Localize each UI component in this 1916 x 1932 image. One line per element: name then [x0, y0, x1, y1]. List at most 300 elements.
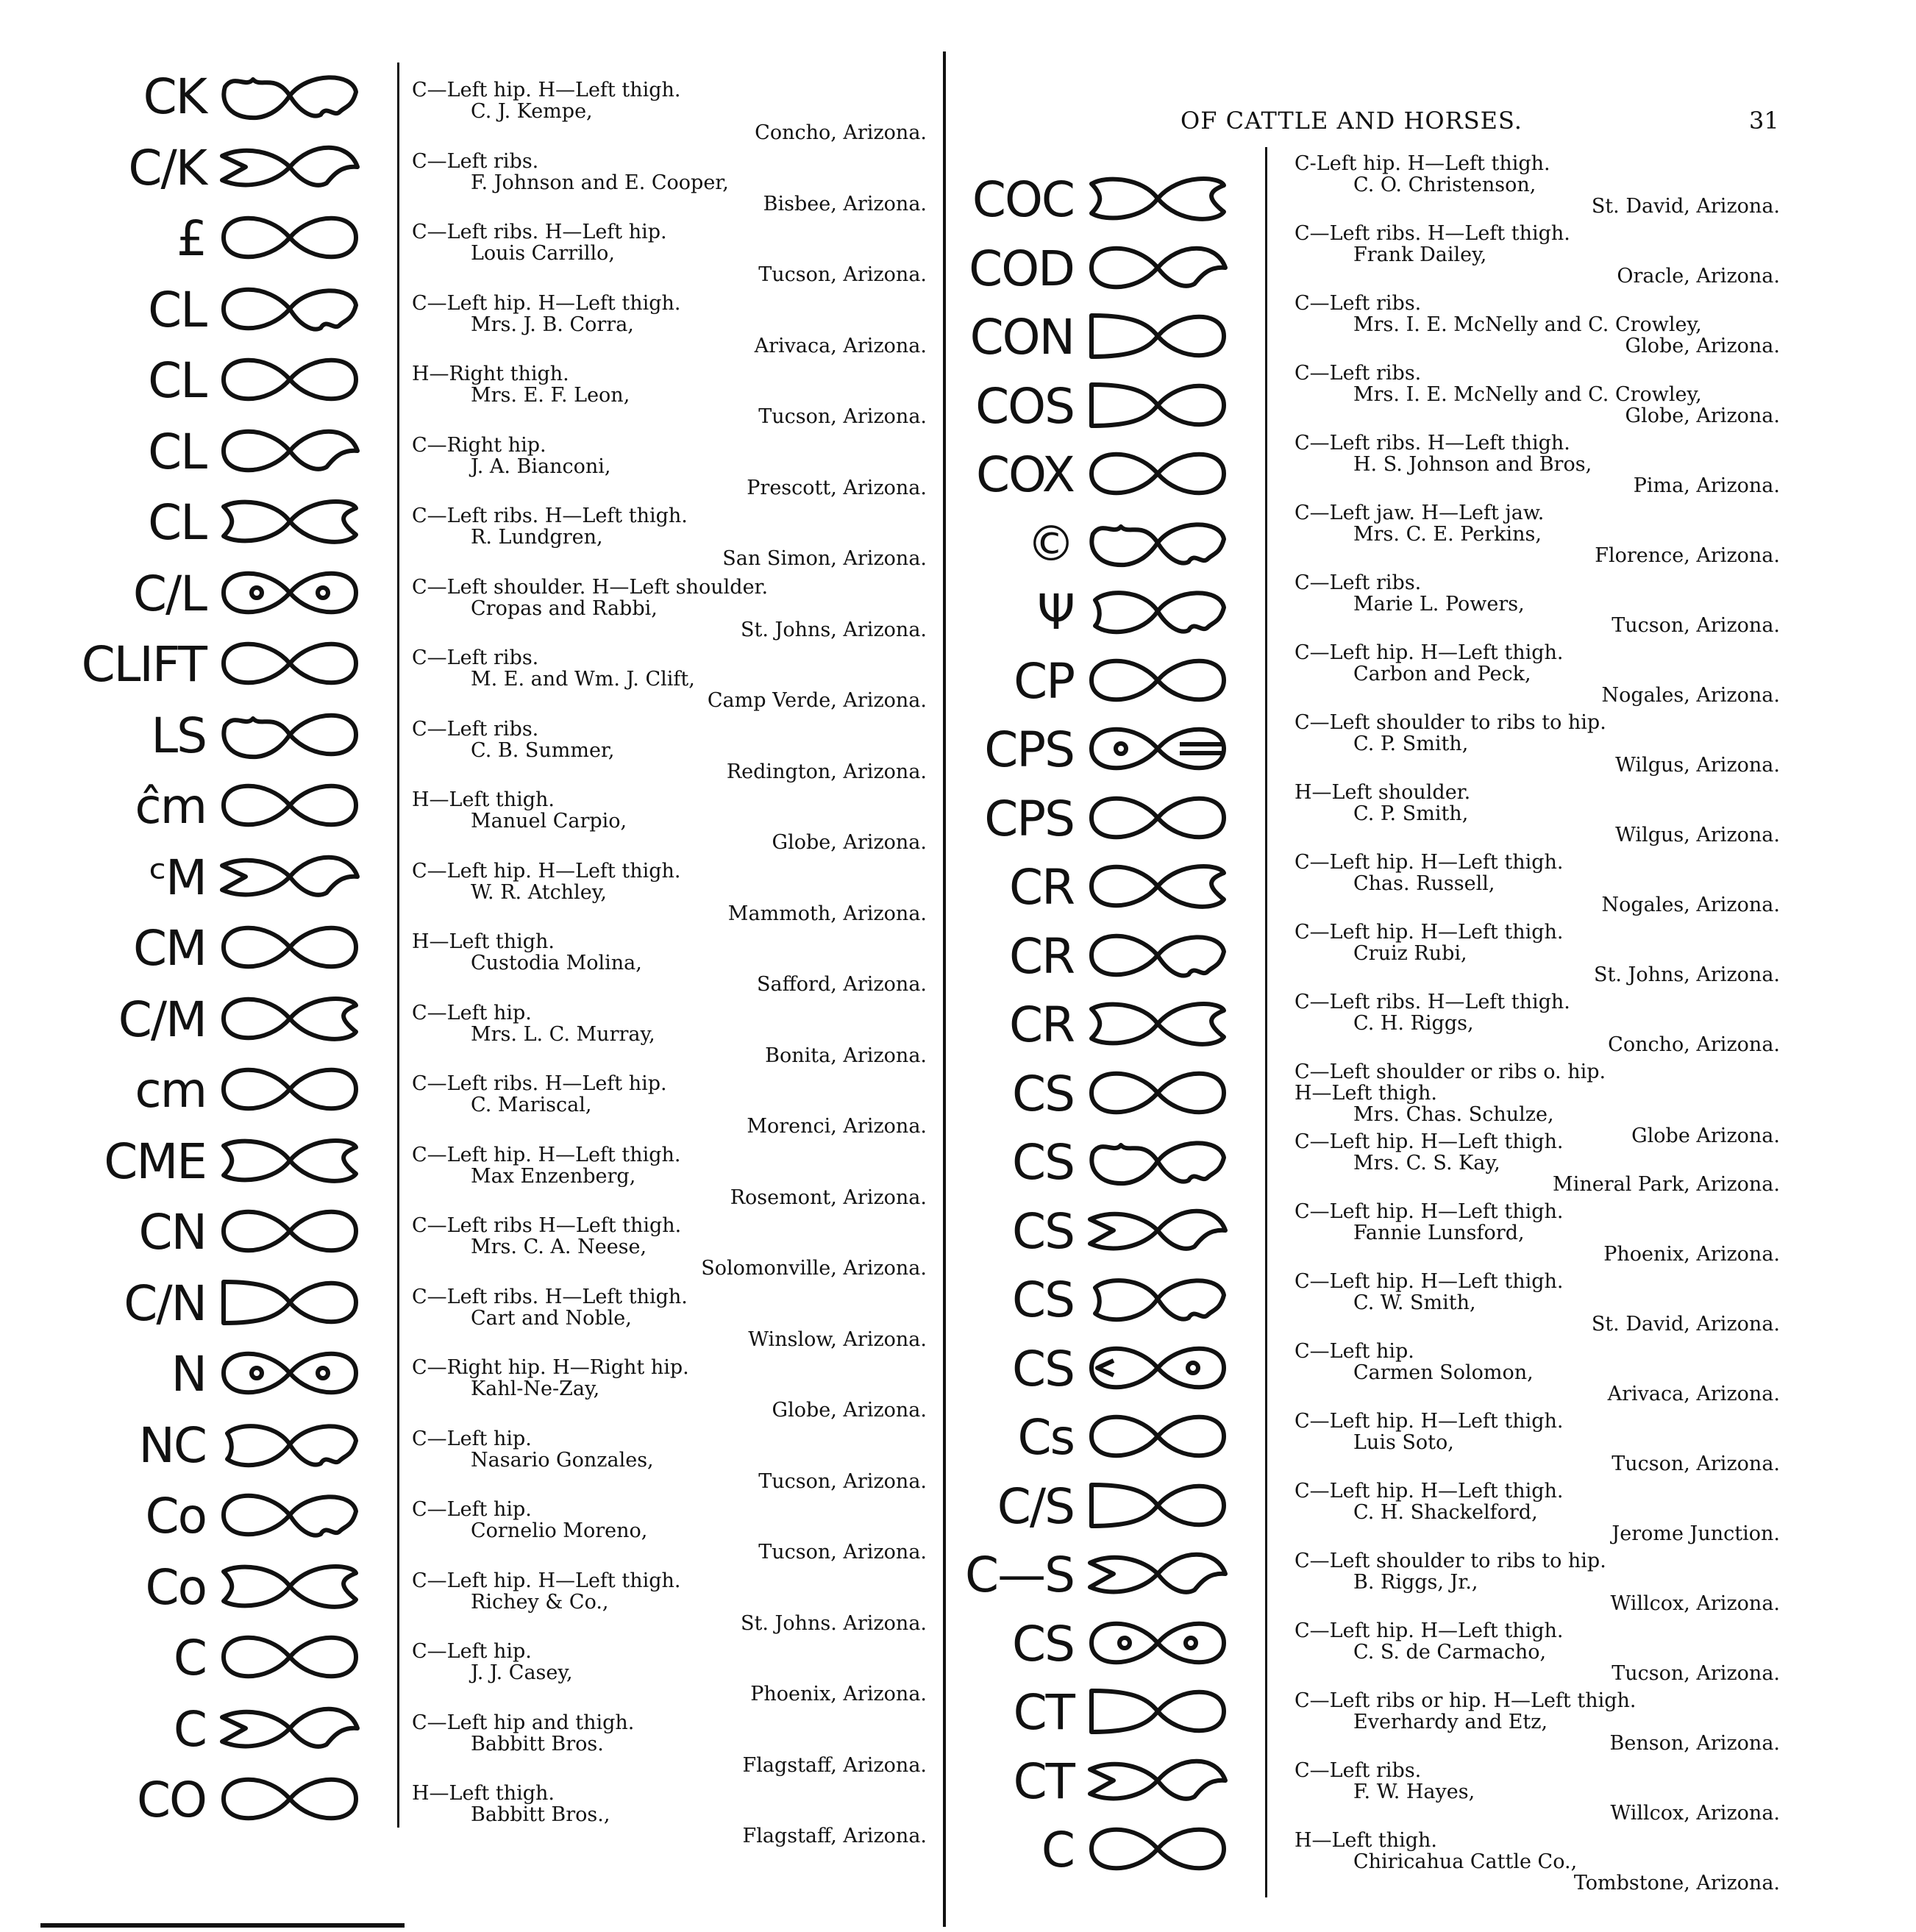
owner-address: Jerome Junction.: [1611, 1522, 1780, 1545]
brand-row: [74, 1415, 363, 1477]
owner-name: Cruiz Rubi,: [1353, 942, 1467, 965]
brand-row: [74, 705, 363, 767]
brand-entry: [412, 1073, 927, 1137]
brand-mark: COX: [975, 446, 1074, 503]
brand-mark: C/M: [118, 991, 206, 1048]
brand-row: [956, 238, 1231, 300]
brand-row: [956, 1201, 1231, 1263]
hide-figure-icon: [1074, 651, 1231, 713]
owner-address: Tombstone, Arizona.: [1573, 1872, 1780, 1894]
hide-figure-icon: [206, 918, 363, 980]
brand-row: [74, 208, 363, 270]
owner-name: Nasario Gonzales,: [471, 1448, 654, 1472]
owner-name: Mrs. C. A. Neese,: [471, 1236, 647, 1258]
owner-name: C. S. de Carmacho,: [1353, 1641, 1547, 1664]
brand-location: C—Left ribs. H—Left thigh.: [412, 505, 688, 527]
owner-name: Max Enzenberg,: [471, 1164, 636, 1188]
owner-name: Richey & Co.,: [471, 1590, 609, 1614]
brand-entry: [1294, 852, 1780, 916]
brand-entry: [412, 1499, 927, 1563]
owner-address: St. Johns, Arizona.: [741, 618, 927, 641]
owner-name: Mrs. I. E. McNelly and C. Crowley,: [1353, 313, 1702, 336]
brand-location: C—Left ribs. H—Left thigh.: [1294, 222, 1570, 245]
owner-name: Cropas and Rabbi,: [471, 596, 658, 620]
hide-figure-icon: [1074, 857, 1231, 919]
owner-name: F. W. Hayes,: [1353, 1780, 1475, 1803]
owner-name: C. P. Smith,: [1353, 802, 1469, 825]
center-gutter-rule: [943, 51, 946, 1927]
brand-mark: COD: [969, 240, 1074, 297]
hide-figure-icon: [1074, 1819, 1231, 1881]
owner-name: Custodia Molina,: [471, 952, 642, 974]
brand-mark: £: [177, 210, 206, 267]
brand-location: C—Left hip. H—Left thigh.: [1294, 1200, 1564, 1223]
brand-location: C—Left shoulder. H—Left shoulder.: [412, 575, 769, 599]
brand-entry: [1294, 1550, 1780, 1614]
owner-name: Babbitt Bros.: [471, 1732, 604, 1755]
brand-row: [956, 1063, 1231, 1125]
brand-mark: CT: [1013, 1753, 1074, 1810]
brand-row: [74, 918, 363, 980]
brand-entry: [412, 1570, 927, 1634]
right-column-divider: [1265, 147, 1267, 1897]
hide-figure-icon: [206, 1202, 363, 1263]
hide-figure-icon: [206, 1131, 363, 1193]
brand-row: [74, 138, 363, 199]
brand-entry: [1294, 293, 1780, 357]
owner-name: C. P. Smith,: [1353, 732, 1469, 755]
hide-figure-icon: [206, 1628, 363, 1689]
hide-figure-icon: [1074, 1269, 1231, 1331]
hide-figure-icon: [206, 1415, 363, 1477]
brand-mark: CON: [969, 309, 1074, 366]
brand-entry: [1294, 223, 1780, 287]
brand-row: [956, 788, 1231, 850]
brand-location: H—Right thigh.: [412, 363, 569, 385]
brand-mark: N: [171, 1346, 206, 1402]
hide-figure-icon: [206, 421, 363, 483]
owner-name: Marie L. Powers,: [1353, 593, 1525, 616]
brand-location: C—Left hip. H—Left thigh.: [412, 79, 681, 101]
brand-mark: C: [173, 1700, 206, 1758]
brand-entry: [412, 1712, 927, 1776]
owner-address: Camp Verde, Arizona.: [707, 689, 927, 712]
brand-row: [956, 994, 1231, 1056]
owner-address: Globe Arizona.: [1631, 1124, 1780, 1147]
brand-mark: NC: [138, 1416, 206, 1474]
brand-row: [956, 1269, 1231, 1331]
brand-entry: [412, 577, 927, 641]
owner-address: St. David, Arizona.: [1591, 195, 1780, 218]
page-header-title: OF CATTLE AND HORSES.: [1180, 107, 1523, 135]
owner-name: C. B. Summer,: [471, 738, 615, 762]
brand-mark: CPS: [984, 721, 1074, 778]
owner-name: R. Lundgren,: [471, 526, 603, 549]
brand-entry: [1294, 1131, 1780, 1195]
owner-address: Willcox, Arizona.: [1610, 1802, 1780, 1825]
brand-row: [74, 1557, 363, 1619]
brand-location: C—Left ribs.: [1294, 292, 1422, 315]
owner-address: Safford, Arizona.: [757, 973, 927, 996]
brand-location: C—Left ribs.: [412, 646, 539, 669]
brand-location: C—Left hip.: [412, 1498, 532, 1521]
brand-mark: CM: [132, 920, 206, 977]
brand-row: [74, 1131, 363, 1193]
owner-name: Luis Soto,: [1353, 1431, 1454, 1454]
owner-address: Tucson, Arizona.: [1611, 1662, 1780, 1685]
owner-name: W. R. Atchley,: [471, 880, 607, 904]
brand-row: [74, 989, 363, 1051]
owner-address: San Simon, Arizona.: [722, 547, 927, 570]
owner-address: Pima, Arizona.: [1633, 474, 1780, 497]
brand-mark: CLIFT: [81, 636, 206, 693]
brand-entry: [1294, 1830, 1780, 1894]
hide-figure-icon: [1074, 1682, 1231, 1744]
owner-name: Carbon and Peck,: [1353, 663, 1531, 685]
owner-address: Tucson, Arizona.: [1611, 1452, 1780, 1475]
brand-mark: Co: [145, 1558, 206, 1616]
brand-row: [956, 719, 1231, 781]
brand-location: C—Left ribs.: [412, 717, 539, 741]
brand-entry: [412, 860, 927, 924]
hide-figure-icon: [1074, 376, 1231, 438]
brand-mark: CL: [148, 352, 206, 409]
brand-mark: Cs: [1017, 1409, 1074, 1466]
brand-row: [956, 307, 1231, 368]
brand-location: C—Left hip.: [1294, 1340, 1414, 1363]
owner-name: Babbitt Bros.,: [471, 1803, 610, 1826]
owner-address: Bisbee, Arizona.: [763, 192, 927, 215]
hide-figure-icon: [1074, 788, 1231, 850]
hide-figure-icon: [206, 563, 363, 625]
hide-figure-icon: [206, 705, 363, 767]
brand-mark: CS: [1012, 1272, 1074, 1328]
owner-address: Rosemont, Arizona.: [730, 1186, 927, 1209]
hide-figure-icon: [206, 634, 363, 696]
brand-location: C—Left hip. H—Left thigh.: [1294, 1619, 1564, 1642]
brand-entry: [412, 1641, 927, 1705]
brand-mark: CT: [1013, 1684, 1074, 1741]
hide-figure-icon: [206, 492, 363, 554]
brand-mark: C: [1041, 1822, 1074, 1878]
brand-row: [74, 776, 363, 838]
brand-location: C—Left ribs.: [1294, 362, 1422, 385]
brand-row: [74, 421, 363, 483]
owner-address: Winslow, Arizona.: [748, 1327, 927, 1351]
owner-address: Tucson, Arizona.: [758, 1541, 927, 1564]
owner-name: B. Riggs, Jr.,: [1353, 1571, 1478, 1594]
owner-address: Mammoth, Arizona.: [727, 902, 927, 925]
owner-address: Globe, Arizona.: [772, 1399, 927, 1422]
brand-location: C—Left ribs.: [1294, 1759, 1422, 1782]
brand-entry: [1294, 1341, 1780, 1405]
brand-mark: C/N: [124, 1275, 206, 1332]
brand-location: C—Left jaw. H—Left jaw.: [1294, 502, 1545, 524]
bottom-left-rule: [40, 1923, 405, 1928]
owner-address: Flagstaff, Arizona.: [742, 1825, 927, 1847]
brand-row: [74, 1344, 363, 1405]
brand-mark: ©: [1027, 515, 1074, 572]
owner-address: Globe, Arizona.: [1625, 404, 1780, 427]
owner-address: Tucson, Arizona.: [758, 1469, 927, 1493]
owner-name: Mrs. L. C. Murray,: [471, 1022, 655, 1046]
hide-figure-icon: [1074, 994, 1231, 1056]
brand-mark: CO: [136, 1772, 206, 1828]
brand-row: [74, 563, 363, 625]
brand-row: [956, 1407, 1231, 1469]
brand-row: [74, 350, 363, 412]
brand-row: [956, 651, 1231, 713]
brand-entry: [1294, 1620, 1780, 1684]
hide-figure-icon: [206, 1699, 363, 1761]
brand-row: [74, 1273, 363, 1335]
brand-mark: cm: [135, 1062, 206, 1119]
brand-location: C—Right hip.: [412, 433, 546, 457]
brand-mark: CS: [1012, 1202, 1074, 1260]
owner-address: Concho, Arizona.: [1608, 1033, 1780, 1056]
brand-mark: C: [173, 1630, 206, 1686]
hide-figure-icon: [206, 208, 363, 270]
hide-figure-icon: [1074, 1339, 1231, 1400]
owner-address: Phoenix, Arizona.: [750, 1683, 927, 1705]
brand-row: [74, 1628, 363, 1689]
brand-entry: [412, 719, 927, 783]
brand-row: [956, 376, 1231, 438]
owner-name: Kahl-Ne-Zay,: [471, 1377, 600, 1400]
owner-address: Benson, Arizona.: [1609, 1732, 1780, 1755]
brand-mark: CS: [1012, 1134, 1074, 1191]
brand-row: [956, 169, 1231, 231]
brand-mark: CR: [1009, 859, 1074, 916]
brand-entry: [1294, 153, 1780, 217]
brand-mark: CS: [1012, 1615, 1074, 1672]
owner-address: Arivaca, Arizona.: [1607, 1383, 1780, 1405]
brand-mark: CR: [1009, 997, 1074, 1053]
brand-location: C—Left shoulder or ribs o. hip.: [1294, 1061, 1606, 1083]
brand-row: [956, 857, 1231, 919]
brand-entry: [1294, 1411, 1780, 1475]
brand-row: [956, 1819, 1231, 1881]
brand-row: [74, 1769, 363, 1831]
brand-entry: [412, 1783, 927, 1847]
hide-figure-icon: [1074, 926, 1231, 988]
owner-address: St. David, Arizona.: [1591, 1313, 1780, 1336]
brand-row: [956, 1476, 1231, 1538]
brand-entry: [1294, 1480, 1780, 1544]
brand-mark: COS: [975, 377, 1074, 435]
owner-address: Concho, Arizona.: [755, 121, 927, 144]
brand-row: [956, 1614, 1231, 1675]
owner-name: H. S. Johnson and Bros,: [1353, 453, 1592, 476]
brand-row: [956, 444, 1231, 506]
hide-figure-icon: [1074, 1751, 1231, 1813]
owner-address: Globe, Arizona.: [1625, 335, 1780, 357]
brand-mark: Ψ: [1037, 584, 1074, 641]
brand-mark: CL: [148, 423, 206, 480]
brand-mark: C/L: [132, 565, 206, 622]
brand-location: C—Left hip. H—Left thigh.: [1294, 851, 1564, 874]
brand-mark: LS: [151, 707, 206, 764]
brand-location: C—Left hip. H—Left thigh.: [1294, 921, 1564, 944]
brand-location: C—Left ribs. H—Left thigh.: [412, 1285, 688, 1308]
hide-figure-icon: [1074, 238, 1231, 300]
owner-name: Louis Carrillo,: [471, 242, 615, 265]
owner-address: Wilgus, Arizona.: [1615, 754, 1780, 777]
brand-row: [956, 1682, 1231, 1744]
brand-location: C-Left hip. H—Left thigh.: [1294, 152, 1550, 175]
hide-figure-icon: [1074, 444, 1231, 506]
owner-name: Mrs. C. S. Kay,: [1353, 1152, 1500, 1174]
brand-mark: C/S: [997, 1477, 1074, 1535]
hide-figure-icon: [206, 1060, 363, 1122]
brand-mark: CK: [143, 68, 206, 125]
hide-figure-icon: [206, 1273, 363, 1335]
brand-entry: [412, 363, 927, 427]
brand-mark: ĉm: [135, 778, 206, 835]
hide-figure-icon: [206, 1344, 363, 1405]
brand-row: [956, 582, 1231, 644]
owner-address: Oracle, Arizona.: [1617, 265, 1780, 288]
brand-location: C—Left ribs. H—Left thigh.: [1294, 991, 1570, 1013]
owner-address: Prescott, Arizona.: [747, 476, 927, 499]
brand-mark: C—S: [965, 1547, 1074, 1603]
brand-entry: [412, 505, 927, 569]
brand-row: [74, 634, 363, 696]
brand-location: C—Left shoulder to ribs to hip.: [1294, 711, 1606, 734]
brand-mark: CR: [1009, 927, 1074, 985]
hide-figure-icon: [206, 776, 363, 838]
owner-name: Frank Dailey,: [1353, 243, 1487, 266]
owner-name: C. Mariscal,: [471, 1094, 592, 1116]
owner-address: Redington, Arizona.: [726, 760, 927, 783]
owner-address: St. Johns, Arizona.: [1594, 963, 1780, 986]
owner-name: J. J. Casey,: [471, 1661, 573, 1684]
brand-entry: [412, 1002, 927, 1066]
brand-mark: Co: [145, 1488, 206, 1544]
owner-name: J. A. Bianconi,: [471, 455, 611, 478]
brand-mark: CS: [1012, 1065, 1074, 1122]
hide-figure-icon: [1074, 1614, 1231, 1675]
brand-row: [74, 847, 363, 909]
brand-location: C—Left ribs H—Left thigh.: [412, 1214, 682, 1237]
brand-row: [74, 1060, 363, 1122]
brand-entry: [1294, 922, 1780, 985]
owner-name: C. H. Riggs,: [1353, 1012, 1474, 1035]
brand-row: [956, 1751, 1231, 1813]
brand-location: C—Left hip.: [412, 1427, 532, 1450]
owner-address: Florence, Arizona.: [1595, 544, 1780, 567]
brand-entry: [412, 1215, 927, 1279]
brand-location: C—Left hip. H—Left thigh.: [1294, 1480, 1564, 1503]
brand-row: [74, 1202, 363, 1263]
brand-entry: [1294, 502, 1780, 566]
brand-location: C—Left hip.: [412, 1001, 532, 1024]
brand-mark: CP: [1014, 652, 1074, 710]
brand-location: C—Left hip.: [412, 1640, 532, 1663]
brand-entry: [1294, 432, 1780, 496]
brand-row: [956, 1544, 1231, 1606]
brand-entry: [412, 789, 927, 853]
brand-row: [74, 492, 363, 554]
brand-row: [74, 1699, 363, 1761]
brand-entry: [412, 931, 927, 995]
owner-name: Fannie Lunsford,: [1353, 1222, 1525, 1244]
brand-entry: [1294, 1271, 1780, 1335]
brand-mark: CL: [148, 281, 206, 338]
hide-figure-icon: [1074, 513, 1231, 575]
owner-name: C. J. Kempe,: [471, 100, 593, 123]
brand-mark: CME: [104, 1133, 206, 1190]
brand-mark: C/K: [128, 139, 206, 196]
brand-mark: ᶜM: [149, 849, 206, 906]
hide-figure-icon: [1074, 1476, 1231, 1538]
brand-entry: [412, 79, 927, 143]
owner-address: Flagstaff, Arizona.: [742, 1753, 927, 1777]
brand-entry: [1294, 363, 1780, 427]
owner-address: Tucson, Arizona.: [758, 263, 927, 286]
hide-figure-icon: [206, 1557, 363, 1619]
brand-location: H—Left shoulder.: [1294, 781, 1471, 804]
brand-row: [74, 279, 363, 341]
brand-location: C—Left ribs.: [1294, 571, 1422, 594]
owner-address: Tucson, Arizona.: [1611, 614, 1780, 637]
brand-location: C—Right hip. H—Right hip.: [412, 1356, 689, 1379]
owner-name: Mrs. Chas. Schulze,: [1353, 1103, 1554, 1126]
brand-mark: COC: [972, 171, 1074, 228]
brand-mark: CL: [148, 494, 206, 551]
brand-entry: [1294, 712, 1780, 776]
brand-location: C—Left hip. H—Left thigh.: [412, 859, 681, 883]
owner-name: Mrs. C. E. Perkins,: [1353, 523, 1542, 546]
brand-entry: [1294, 991, 1780, 1055]
owner-name: Mrs. E. F. Leon,: [471, 384, 630, 407]
brand-entry: [1294, 1760, 1780, 1824]
owner-name: Mrs. I. E. McNelly and C. Crowley,: [1353, 383, 1702, 406]
brand-location-extra: H—Left thigh.: [1294, 1082, 1438, 1105]
owner-name: Mrs. J. B. Corra,: [471, 313, 634, 336]
owner-name: Chiricahua Cattle Co.,: [1353, 1850, 1578, 1873]
brand-location: C—Left hip. H—Left thigh.: [412, 291, 681, 315]
brand-location: C—Left ribs or hip. H—Left thigh.: [1294, 1689, 1637, 1712]
owner-name: Manuel Carpio,: [471, 810, 627, 833]
owner-name: M. E. and Wm. J. Clift,: [471, 668, 695, 691]
owner-address: Wilgus, Arizona.: [1615, 824, 1780, 846]
hide-figure-icon: [206, 279, 363, 341]
brand-location: H—Left thigh.: [412, 788, 555, 811]
owner-address: Arivaca, Arizona.: [754, 334, 927, 357]
owner-name: Carmen Solomon,: [1353, 1361, 1534, 1384]
hide-figure-icon: [1074, 169, 1231, 231]
owner-name: C. W. Smith,: [1353, 1291, 1476, 1314]
brand-entry: [1294, 1690, 1780, 1754]
brand-entry: [1294, 572, 1780, 636]
owner-address: Nogales, Arizona.: [1601, 684, 1780, 707]
brand-location: H—Left thigh.: [1294, 1829, 1438, 1852]
hide-figure-icon: [206, 66, 363, 128]
brand-entry: [1294, 642, 1780, 706]
owner-name: C. O. Christenson,: [1353, 174, 1536, 196]
brand-row: [74, 66, 363, 128]
owner-name: Cart and Noble,: [471, 1306, 632, 1330]
owner-address: Tucson, Arizona.: [758, 405, 927, 428]
brand-entry: [412, 151, 927, 215]
hide-figure-icon: [1074, 1201, 1231, 1263]
hide-figure-icon: [1074, 1132, 1231, 1194]
left-column-divider: [397, 63, 399, 1828]
owner-address: Solomonville, Arizona.: [701, 1257, 927, 1280]
brand-row: [956, 513, 1231, 575]
hide-figure-icon: [1074, 1063, 1231, 1125]
